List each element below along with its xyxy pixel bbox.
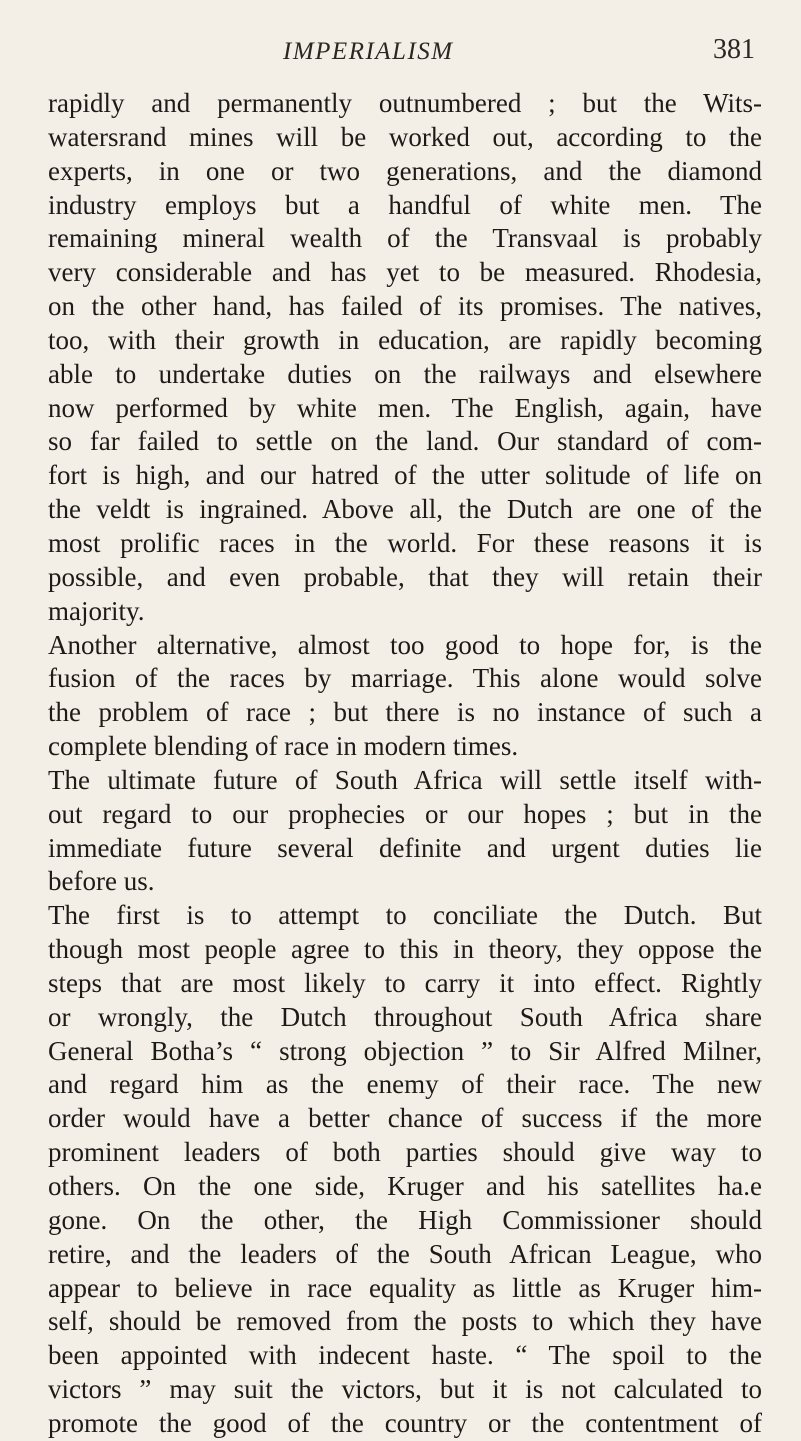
text-line: majority. — [48, 595, 145, 626]
running-title: IMPERIALISM — [283, 38, 454, 65]
text-line: fusion of the races by marriage. This alone would solve — [48, 663, 762, 694]
text-line: or wrongly, the Dutch throughout South Africa share — [48, 1001, 762, 1032]
text-line: gone. On the other, the High Commissioner should — [48, 1204, 762, 1235]
paragraph-start-line: Another alternative, almost too good to hope for, is the — [48, 629, 762, 660]
text-line: watersrand mines will be worked out, according to the — [48, 121, 762, 152]
text-line: complete blending of race in modern times. — [48, 731, 519, 762]
text-line: on the other hand, has failed of its promises. The natives, — [48, 291, 762, 322]
text-line: General Botha’s “ strong objection ” to Sir Alfred Milner, — [48, 1035, 762, 1066]
text-line: steps that are most likely to carry it into effect. Rightly — [48, 967, 762, 998]
text-line: rapidly and permanently outnumbered ; but the Wits- — [48, 88, 762, 118]
text-line: able to undertake duties on the railways and elsewhere — [48, 358, 762, 389]
text-line: so far failed to settle on the land. Our standard of com- — [48, 426, 762, 457]
text-line: too, with their growth in education, are rapidly becoming — [48, 324, 762, 355]
text-line: others. On the one side, Kruger and his satellites ha.e — [48, 1171, 762, 1201]
text-line: industry employs but a handful of white men. The — [48, 189, 762, 220]
paragraph-start-line: The ultimate future of South Africa will settle itself with- — [48, 764, 762, 795]
text-line: self, should be removed from the posts to which they have — [48, 1306, 762, 1337]
text-line: and regard him as the enemy of their race. The new — [48, 1069, 762, 1100]
page-number: 381 — [713, 34, 755, 65]
text-line: the problem of race ; but there is no instance of such a — [48, 697, 762, 728]
text-line: now performed by white men. The English, again, have — [48, 392, 762, 423]
paragraph-start-line: The first is to attempt to conciliate the Dutch. But — [48, 900, 762, 931]
text-line: the veldt is ingrained. Above all, the Dutch are one of the — [48, 494, 762, 525]
text-line: experts, in one or two generations, and the diamond — [48, 155, 762, 186]
text-line: been appointed with indecent haste. “ The spoil to the — [48, 1340, 762, 1371]
text-line: appear to believe in race equality as little as Kruger him- — [48, 1272, 762, 1303]
text-line: victors ” may suit the victors, but it is not calculated to — [48, 1374, 762, 1405]
running-head — [0, 32, 801, 72]
text-line: possible, and even probable, that they will retain their — [48, 561, 762, 592]
text-line: though most people agree to this in theory, they oppose the — [48, 934, 762, 965]
text-line: most prolific races in the world. For these reasons it is — [48, 527, 762, 558]
text-line: order would have a better chance of success if the more — [48, 1103, 762, 1134]
text-line: out regard to our prophecies or our hopes ; but in the — [48, 798, 762, 829]
text-line: prominent leaders of both parties should give way to — [48, 1137, 762, 1168]
text-line: promote the good of the country or the contentment of — [48, 1407, 762, 1438]
body-text — [48, 87, 762, 1441]
text-line: retire, and the leaders of the South African League, who — [48, 1238, 762, 1269]
text-line: very considerable and has yet to be measured. Rhodesia, — [48, 257, 762, 288]
text-line: before us. — [48, 866, 155, 897]
text-line: immediate future several definite and urgent duties lie — [48, 832, 762, 863]
text-line: remaining mineral wealth of the Transvaal is probably — [48, 223, 762, 254]
text-line: fort is high, and our hatred of the utter solitude of life on — [48, 460, 762, 491]
